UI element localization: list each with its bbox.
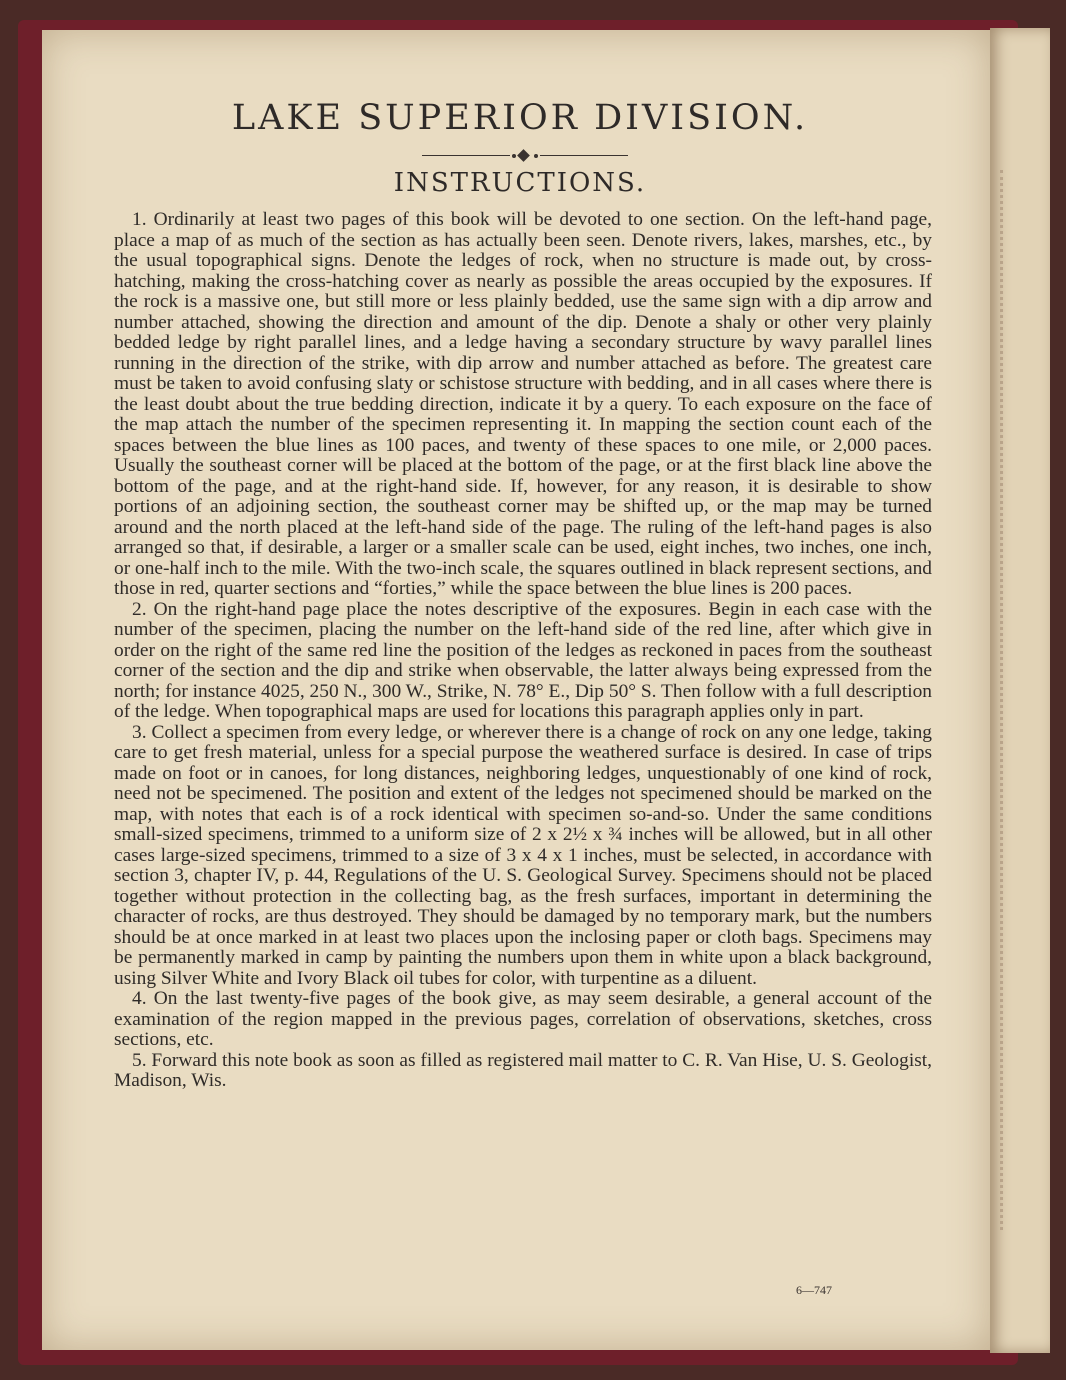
title-ornament: [422, 150, 628, 162]
section-heading: INSTRUCTIONS.: [393, 168, 647, 198]
page-title: LAKE SUPERIOR DIVISION.: [231, 98, 809, 138]
print-code: 6—747: [796, 1283, 832, 1297]
ornament-dot-left: [512, 154, 516, 158]
ornament-dot-right: [534, 154, 538, 158]
ornament-rule-left: [422, 155, 510, 156]
ornament-rule-right: [540, 155, 628, 156]
instruction-paragraph-5: 5. Forward this note book as soon as filled as registered mail matter to C. R. Van Hise, U. S. Geologist, Madison, Wis.: [114, 1049, 932, 1091]
ornament-diamond: [517, 149, 530, 162]
instruction-paragraph-3: 3. Collect a specimen from every ledge, or wherever there is a change of rock on any one ledge, taking care to get fresh material, unless for a special purpose the weathered surface is desired. In case of trips made on foot or in canoes, for long distances, neighboring ledges, unquestionably of one kind of rock, need not be specimened. The position and extent of the ledges not specimened should be marked on the map, with notes that each is of a rock identical with specimen so-and-so. Under the same conditions small-sized specimens, trimmed to a uniform size of 2 x 2½ x ¾ inches will be allowed, but in all other cases large-sized specimens, trimmed to a size of 3 x 4 x 1 inches, must be selected, in accordance with section 3, chapter IV, p. 44, Regulations of the U. S. Geological Survey. Specimens should not be placed together without protection in the collecting bag, as the fresh surfaces, important in determining the character of rocks, are thus destroyed. They should be damaged by no temporary mark, but the numbers should be at once marked in at least two places upon the inclosing paper or cloth bags. Specimens may be permanently marked in camp by painting the numbers upon them in white upon a black background, using Silver White and Ivory Black oil tubes for color, with turpentine as a diluent.: [114, 721, 932, 989]
facing-page-edge: [990, 28, 1050, 1353]
binding-stitch: [1000, 170, 1013, 1230]
instruction-paragraph-2: 2. On the right-hand page place the notes descriptive of the exposures. Begin in each case with the number of the specimen, placing the number on the left-hand side of the red line, after which give in order on the right of the same red line the position of the ledges as reckoned in paces from the southeast corner of the section and the dip and strike when observable, the latter always being expressed from the north; for instance 4025, 250 N., 300 W., Strike, N. 78° E., Dip 50° S. Then follow with a full description of the ledge. When topographical maps are used for locations this paragraph applies only in part.: [114, 598, 932, 722]
instruction-paragraph-4: 4. On the last twenty-five pages of the book give, as may seem desirable, a general account of the examination of the region mapped in the previous pages, correlation of observations, sketches, cross sections, etc.: [114, 988, 932, 1050]
instructions-body: [114, 210, 932, 1092]
instruction-paragraph-1: 1. Ordinarily at least two pages of this book will be devoted to one section. On the left-hand page, place a map of as much of the section as has actually been seen. Denote rivers, lakes, marshes, etc., by the usual topographical signs. Denote the ledges of rock, when no structure is made out, by cross-hatching, making the cross-hatching cover as nearly as possible the areas occupied by the exposures. If the rock is a massive one, but still more or less plainly bedded, use the same sign with a dip arrow and number attached, showing the direction and amount of the dip. Denote a shaly or other very plainly bedded ledge by right parallel lines, and a ledge having a secondary structure by wavy parallel lines running in the direction of the strike, with dip arrow and number attached as before. The greatest care must be taken to avoid confusing slaty or schistose structure with bedding, and in all cases where there is the least doubt about the true bedding direction, indicate it by a query. To each exposure on the face of the map attach the number of the specimen representing it. In mapping the section count each of the spaces between the blue lines as 100 paces, and twenty of these spaces to one mile, or 2,000 paces. Usually the southeast corner will be placed at the bottom of the page, or at the first black line above the bottom of the page, and at the right-hand side. If, however, for any reason, it is desirable to show portions of an adjoining section, the southeast corner may be shifted up, or the map may be turned around and the north placed at the left-hand side of the page. The ruling of the left-hand pages is also arranged so that, if desirable, a larger or a smaller scale can be used, eight inches, two inches, one inch, or one-half inch to the mile. With the two-inch scale, the squares outlined in black represent sections, and those in red, quarter sections and “forties,” while the space between the blue lines is 200 paces.: [114, 209, 932, 599]
